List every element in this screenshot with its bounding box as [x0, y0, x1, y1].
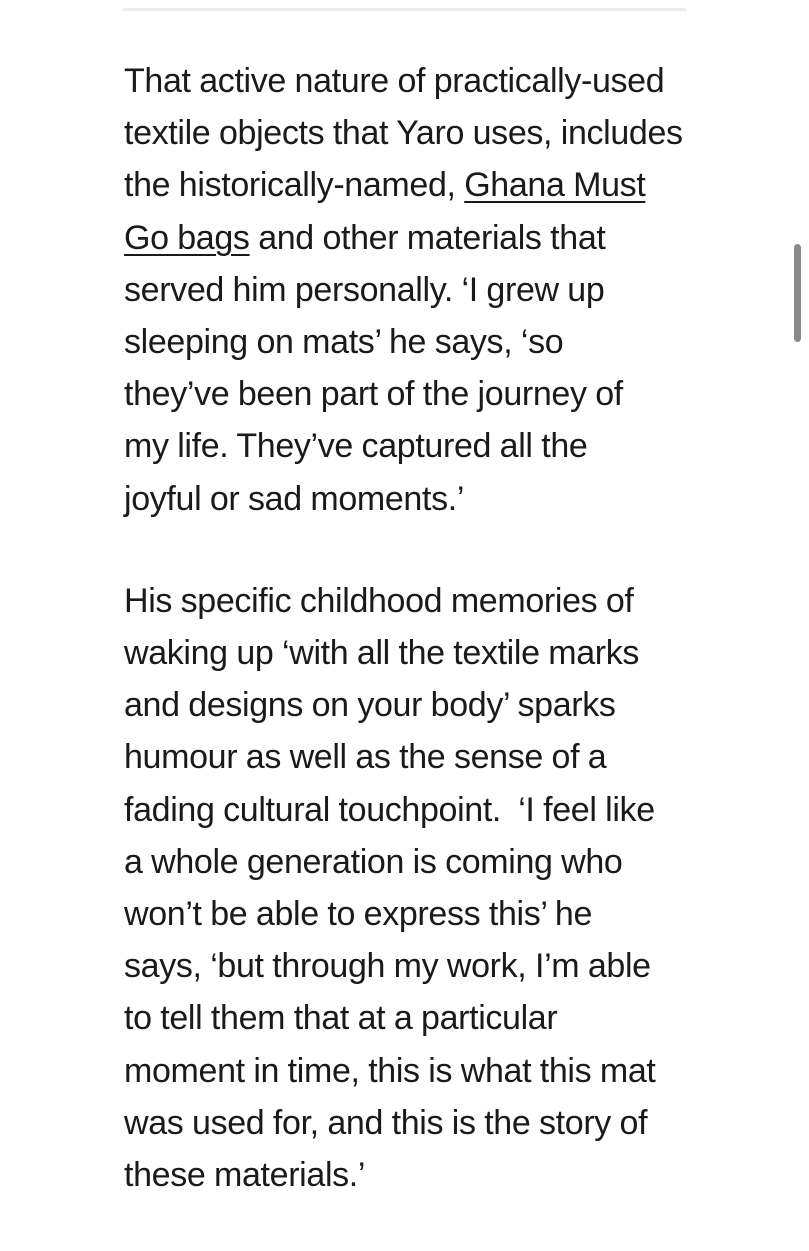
text-line: and designs on your body’ sparks	[124, 686, 616, 725]
article-body	[124, 55, 699, 1251]
text-line: they’ve been part of the journey of	[124, 375, 623, 414]
article-paragraph	[124, 55, 699, 525]
top-divider	[123, 8, 686, 11]
text-line: won’t be able to express this’ he	[124, 895, 593, 934]
text-line: textile objects that Yaro uses, includes	[124, 114, 683, 153]
text-line: waking up ‘with all the textile marks	[124, 634, 640, 673]
text-line: my life. They’ve captured all the	[124, 427, 588, 466]
text-line: sleeping on mats’ he says, ‘so	[124, 323, 564, 362]
text-line	[124, 212, 699, 264]
text-line: served him personally. ‘I grew up	[124, 270, 605, 309]
scrollbar-thumb[interactable]	[794, 244, 801, 342]
text-line: That active nature of practically-used	[124, 62, 665, 100]
article-paragraph	[124, 575, 699, 1201]
text-line: a whole generation is coming who	[124, 842, 623, 881]
text-line: fading cultural touchpoint. ‘I feel like	[124, 790, 655, 829]
text-line: moment in time, this is what this mat	[124, 1051, 656, 1090]
ghana-must-go-bags-link[interactable]: Ghana Must	[464, 166, 646, 205]
text-line: to tell them that at a particular	[124, 999, 558, 1038]
text-line: was used for, and this is the story of	[124, 1103, 648, 1142]
ghana-must-go-bags-link[interactable]: Go bags	[124, 218, 250, 257]
text-line: humour as well as the sense of a	[124, 738, 607, 777]
text-segment: the historically-named,	[124, 166, 465, 205]
text-segment: and other materials that	[249, 218, 606, 257]
text-line: His specific childhood memories of	[124, 581, 634, 620]
text-line	[124, 159, 699, 211]
text-line: says, ‘but through my work, I’m able	[124, 947, 651, 986]
text-line: these materials.’	[124, 1156, 366, 1195]
text-line: joyful or sad moments.’	[124, 479, 465, 518]
